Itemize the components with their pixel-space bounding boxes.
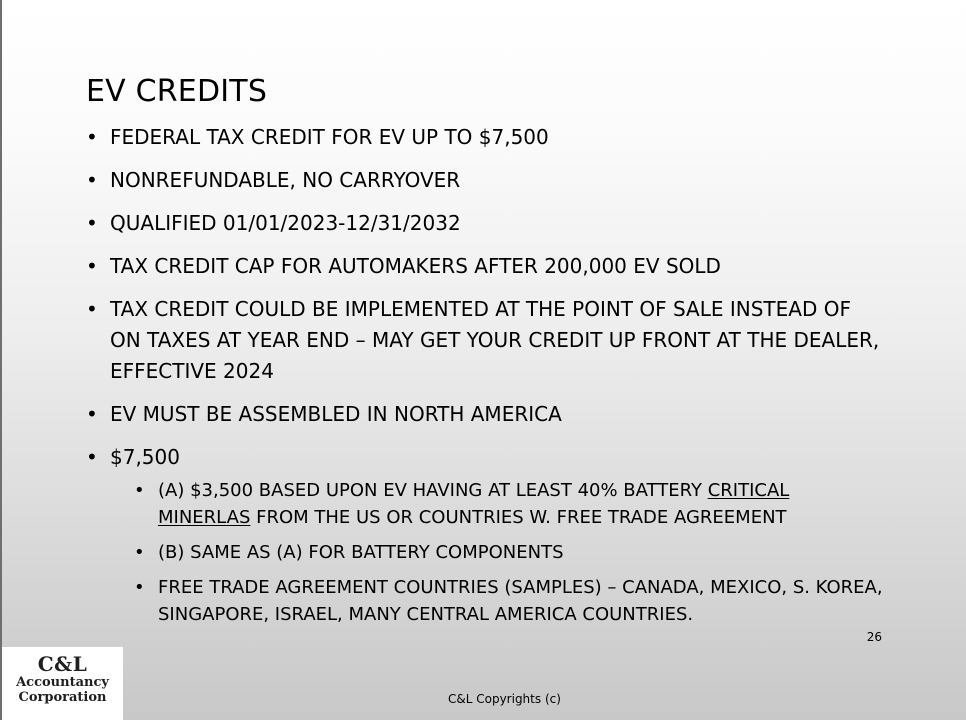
bullet-automaker-cap xyxy=(86,251,886,282)
logo-mark: C&L xyxy=(37,652,88,676)
sub-bullet-list xyxy=(110,477,886,628)
bullet-text: EV MUST BE ASSEMBLED IN NORTH AMERICA xyxy=(110,402,562,426)
bullet-federal-tax-credit xyxy=(86,122,886,153)
sub-bullet-suffix: FROM THE US OR COUNTRIES W. FREE TRADE AGREEMENT xyxy=(250,507,787,528)
bullet-qualified-dates xyxy=(86,208,886,239)
sub-bullet-text: FREE TRADE AGREEMENT COUNTRIES (SAMPLES) – CANADA, MEXICO, S. KOREA, SINGAPORE, ISRAEL, MANY CENTRAL AMERICA COUNTRIES. xyxy=(158,577,883,625)
bullet-list xyxy=(86,122,886,628)
bullet-point-of-sale xyxy=(86,294,886,387)
bullet-text: QUALIFIED 01/01/2023-12/31/2032 xyxy=(110,211,461,235)
bullet-text: TAX CREDIT COULD BE IMPLEMENTED AT THE POINT OF SALE INSTEAD OF ON TAXES AT YEAR END – MAY GET YOUR CREDIT UP FRONT AT THE DEALER, EFFECTIVE 2024 xyxy=(110,297,880,383)
bullet-text: $7,500 xyxy=(110,445,180,469)
footer-copyright: C&L Copyrights (c) xyxy=(448,692,561,706)
slide-title: EV CREDITS xyxy=(86,74,268,109)
logo-line-accountancy: Accountancy xyxy=(16,675,109,690)
bullet-credit-amount xyxy=(86,442,886,628)
sub-bullet-text: (B) SAME AS (A) FOR BATTERY COMPONENTS xyxy=(158,542,564,563)
sub-bullet-critical-minerals xyxy=(134,477,886,531)
bullet-north-america xyxy=(86,399,886,430)
logo-line-corporation: Corporation xyxy=(18,690,107,705)
bullet-text: NONREFUNDABLE, NO CARRYOVER xyxy=(110,168,461,192)
page-number: 26 xyxy=(866,630,882,644)
bullet-text: TAX CREDIT CAP FOR AUTOMAKERS AFTER 200,000 EV SOLD xyxy=(110,254,721,278)
bullet-nonrefundable xyxy=(86,165,886,196)
sub-bullet-battery-components xyxy=(134,539,886,566)
sub-bullet-prefix: (A) $3,500 BASED UPON EV HAVING AT LEAST 40% BATTERY xyxy=(158,480,708,501)
slide-content xyxy=(86,122,886,640)
company-logo xyxy=(2,647,123,720)
bullet-text: FEDERAL TAX CREDIT FOR EV UP TO $7,500 xyxy=(110,125,549,149)
critical-minerals-underlined-text: CRITICAL MINERLAS xyxy=(158,480,790,528)
sub-bullet-free-trade-countries xyxy=(134,574,886,628)
